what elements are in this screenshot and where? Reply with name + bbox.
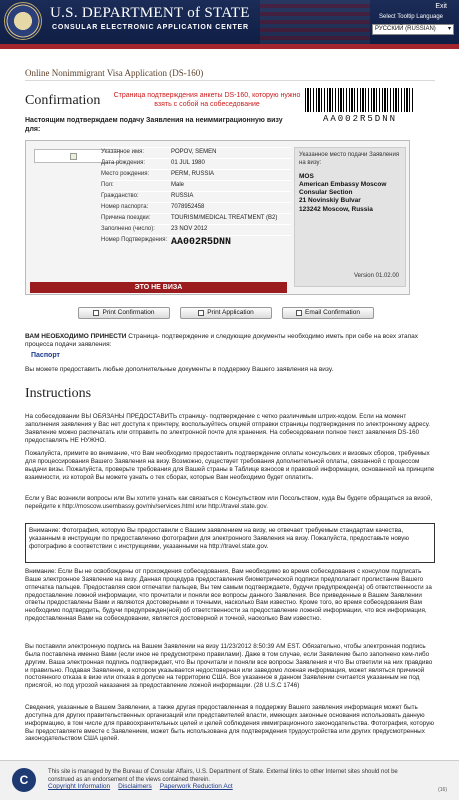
embassy-line: Consular Section [299,189,353,197]
footer-code: (16) [438,787,447,793]
detail-value: 7078952458 [171,204,205,210]
barcode-number: AA002R5DNN [322,114,397,124]
department-seal-icon [4,2,42,40]
handwritten-note: Страница подтверждения анкеты DS-160, которую нужно взять с собой на собеседование [113,92,301,109]
language-selected-value: РУССКИЙ (RUSSIAN) [375,25,436,32]
printer-icon [198,310,204,316]
detail-row-birthplace [101,169,291,180]
embassy-address [299,173,401,214]
email-confirmation-label: Email Confirmation [305,308,360,316]
detail-label: Гражданство: [101,193,139,199]
consular-seal-icon: C [12,768,36,792]
passport-list-item: Паспорт [31,352,60,359]
bring-heading: ВАМ НЕОБХОДИМО ПРИНЕСТИ [25,333,127,340]
tooltip-language-label: Select Tooltip Language [379,14,443,20]
bring-documents-text [25,333,430,349]
broken-image-icon [70,153,77,160]
detail-row-nationality [101,191,291,202]
printer-icon [93,310,99,316]
header-accent-bar [0,44,459,49]
print-application-label: Print Application [207,308,254,316]
detail-value: RUSSIA [171,193,194,199]
flag-banner [260,0,370,44]
detail-value: PERM, RUSSIA [171,171,215,177]
envelope-icon [296,310,302,316]
instructions-paragraph-5: Вы поставили электронную подпись на Вашем Заявлении на визу 11/23/2012 8:50:39 AM EST. Обязательно, чтобы электронная подпись была поставлена именно Вами (если иное не предусмотрено правилами). Даже в том случае, если Заявление было заполнено кем-либо другим. Ваша электронная подпись подтверждает, что Вы прочитали и поняли все вопросы Заявления и что Вы ответили на них правдиво и правильно. Подавая Заявление, в котором указывается недостоверная или заведомо ложная информация, может являться причиной постоянного отказа в визе или отказа в допуске на территорию США. Все указанное в данном Заявлении считается указанным не под присягой, но под угрозой наказания за предоставление ложной информации. (28 U.S.C 1746) [25,643,433,690]
photo-warning-box: Внимание: Фотография, которую Вы предоставили с Вашим заявлением на визу, не отвечает требуемым стандартам качества, указанным в инструкции по предоставлению фотографии для электронного Заявления на визу. Пожалуйста, предоставьте новую фотографию в соответствии с инструкциями, указанными на http://travel.state.gov. [25,523,435,563]
site-footer [0,760,459,800]
footer-links [48,783,233,791]
detail-row-confirmation-number [101,235,291,250]
embassy-line: MOS [299,173,314,180]
detail-label: Место рождения: [101,171,150,177]
form-title: Online Nonimmigrant Visa Application (DS-160) [25,68,204,78]
detail-value: 23 NOV 2012 [171,226,208,232]
detail-value: Male [171,182,185,188]
detail-label: Заполнено (число): [101,226,155,232]
agency-name: U.S. DEPARTMENT of STATE [50,5,250,21]
applicant-details [101,147,291,250]
divider [25,80,435,81]
print-confirmation-button[interactable] [78,307,170,319]
paperwork-reduction-link[interactable]: Paperwork Reduction Act [159,783,233,790]
detail-value: 01 JUL 1980 [171,160,205,166]
submission-statement: Настоящим подтверждаем подачу Заявления на неиммиграционную визу для: [25,117,283,133]
confirmation-number: AA002R5DNN [171,237,232,248]
detail-label: Номер паспорта: [101,204,149,210]
detail-label: Причина поездки: [101,215,151,221]
copyright-link[interactable]: Copyright Information [48,783,111,790]
chevron-down-icon: ▾ [447,25,451,32]
not-a-visa-banner: ЭТО НЕ ВИЗА [30,282,287,293]
site-header [0,0,459,44]
footer-disclaimer: This site is managed by the Bureau of Consular Affairs, U.S. Department of State. External links to other Internet sites should not be construed as an endorsement of the views contained therein. [48,769,398,783]
agency-subtitle: CONSULAR ELECTRONIC APPLICATION CENTER [52,24,249,31]
version-label: Version 01.02.00 [353,272,399,279]
email-confirmation-button[interactable] [282,307,374,319]
instructions-paragraph-3: Если у Вас возникли вопросы или Вы хотите узнать как связаться с Консульством или Посольством, куда Вы будете обращаться за визой, перейдите к http://moscow.usembassy.gov/niv/services.html или http://travel.state.gov. [25,495,433,510]
instructions-paragraph-4: Внимание: Если Вы не освобождены от прохождения собеседования, Вам необходимо во время собеседования с консулом подписать Ваше электронное Заявление на визу. Данная процедура предоставления биометрической подписи предполагает пролистание Вашего отпечатка пальцев. Предоставляя свои отпечатки пальцев, Вы тем самым подтверждаете, будучи предупрежден(а) об ответственности за предоставление ложной информации, что прочитали и поняли все вопросы данного Заявления. Все приведенные в Вашем Заявлении ответы предоставлены Вами и являются достоверными и точными, насколько Вам известно. Кроме того, во время собеседования Вам необходимо подтвердить, будучи предупрежден(ной) об ответственности за предоставление ложной информации, что вся информация, предоставленная Вами на собеседовании, является достоверной и точной, насколько Вам известно. [25,568,432,623]
embassy-line: 21 Novinskiy Bulvar [299,197,361,205]
detail-row-name [101,147,291,158]
detail-label: Указанное имя: [101,149,145,155]
instructions-paragraph-2: Пожалуйста, примите во внимание, что Вам необходимо предоставить подтверждение оплаты консульских и визовых сборов, требуемых для процессирования Вашего Заявления на визу. Возможно, существует требования дополнительной оплаты, связанной с процессом выдачи визы. Пожалуйста, проверьте требования для Вашей страны в Таблице взносов и правовой информации, основанной на принципе взаимности, из которой Вы можете узнать о тех сборах, которые Вам необходимо будет оплатить. [25,450,435,481]
confirmation-heading: Confirmation [25,93,101,108]
disclaimers-link[interactable]: Disclaimers [118,783,152,790]
detail-row-completed [101,224,291,235]
embassy-label: Указанное место подачи Заявления на визу: [299,152,400,166]
action-buttons [78,307,374,319]
optional-documents-text: Вы можете предоставить любые дополнительные документы в поддержку Вашего заявления на визу. [25,366,334,373]
detail-row-purpose [101,213,291,224]
embassy-location [294,147,406,287]
confirmation-card [25,140,410,295]
print-application-button[interactable] [180,307,272,319]
detail-value: TOURISM/MEDICAL TREATMENT (B2) [171,215,278,221]
exit-link[interactable]: Exit [435,3,447,10]
instructions-heading: Instructions [25,386,92,401]
detail-row-gender [101,180,291,191]
tooltip-language-select[interactable] [372,24,454,35]
detail-label: Пол: [101,182,114,188]
detail-label: Номер Подтверждения: [101,237,168,243]
detail-row-dob [101,158,291,169]
embassy-line: American Embassy Moscow [299,181,387,189]
detail-row-passport [101,202,291,213]
embassy-line: 123242 Moscow, Russia [299,205,373,213]
bring-body: Страница- подтверждение и следующие документы необходимо иметь при себе на всех этапах процесса подачи заявления: [25,333,419,349]
instructions-paragraph-1: На собеседовании ВЫ ОБЯЗАНЫ ПРЕДОСТАВИТЬ страницу- подтверждение с четко различимым штрих-кодом. Если на момент заполнения заявления у Вас нет доступа к принтеру, воспользуйтесь опцией отправки страницы подтверждения по электронному адресу. Заявление можно распечатать или отправить по электронной почте для хранения. На собеседовании полное текст заявления DS-160 предоставлять НЕ НУЖНО. [25,413,430,444]
detail-value: POPOV, SEMEN [171,149,217,155]
barcode [305,88,413,112]
detail-label: Дата рождения: [101,160,145,166]
instructions-paragraph-6: Сведения, указанные в Вашем Заявлении, а также другая предоставленная в поддержку Вашего заявления информация может быть доступна для других правительственных организаций или представителей власти, имеющих законные основания использовать данную информацию, в том числе для правоохранительных целей и целей соблюдения иммиграционного законодательства. Фотография, которую Вы предоставляете вместе с Заявлением, может быть использована для подтверждения трудоустройства или других предусмотренных законодательством США целей. [25,704,435,743]
print-confirmation-label: Print Confirmation [102,308,155,316]
